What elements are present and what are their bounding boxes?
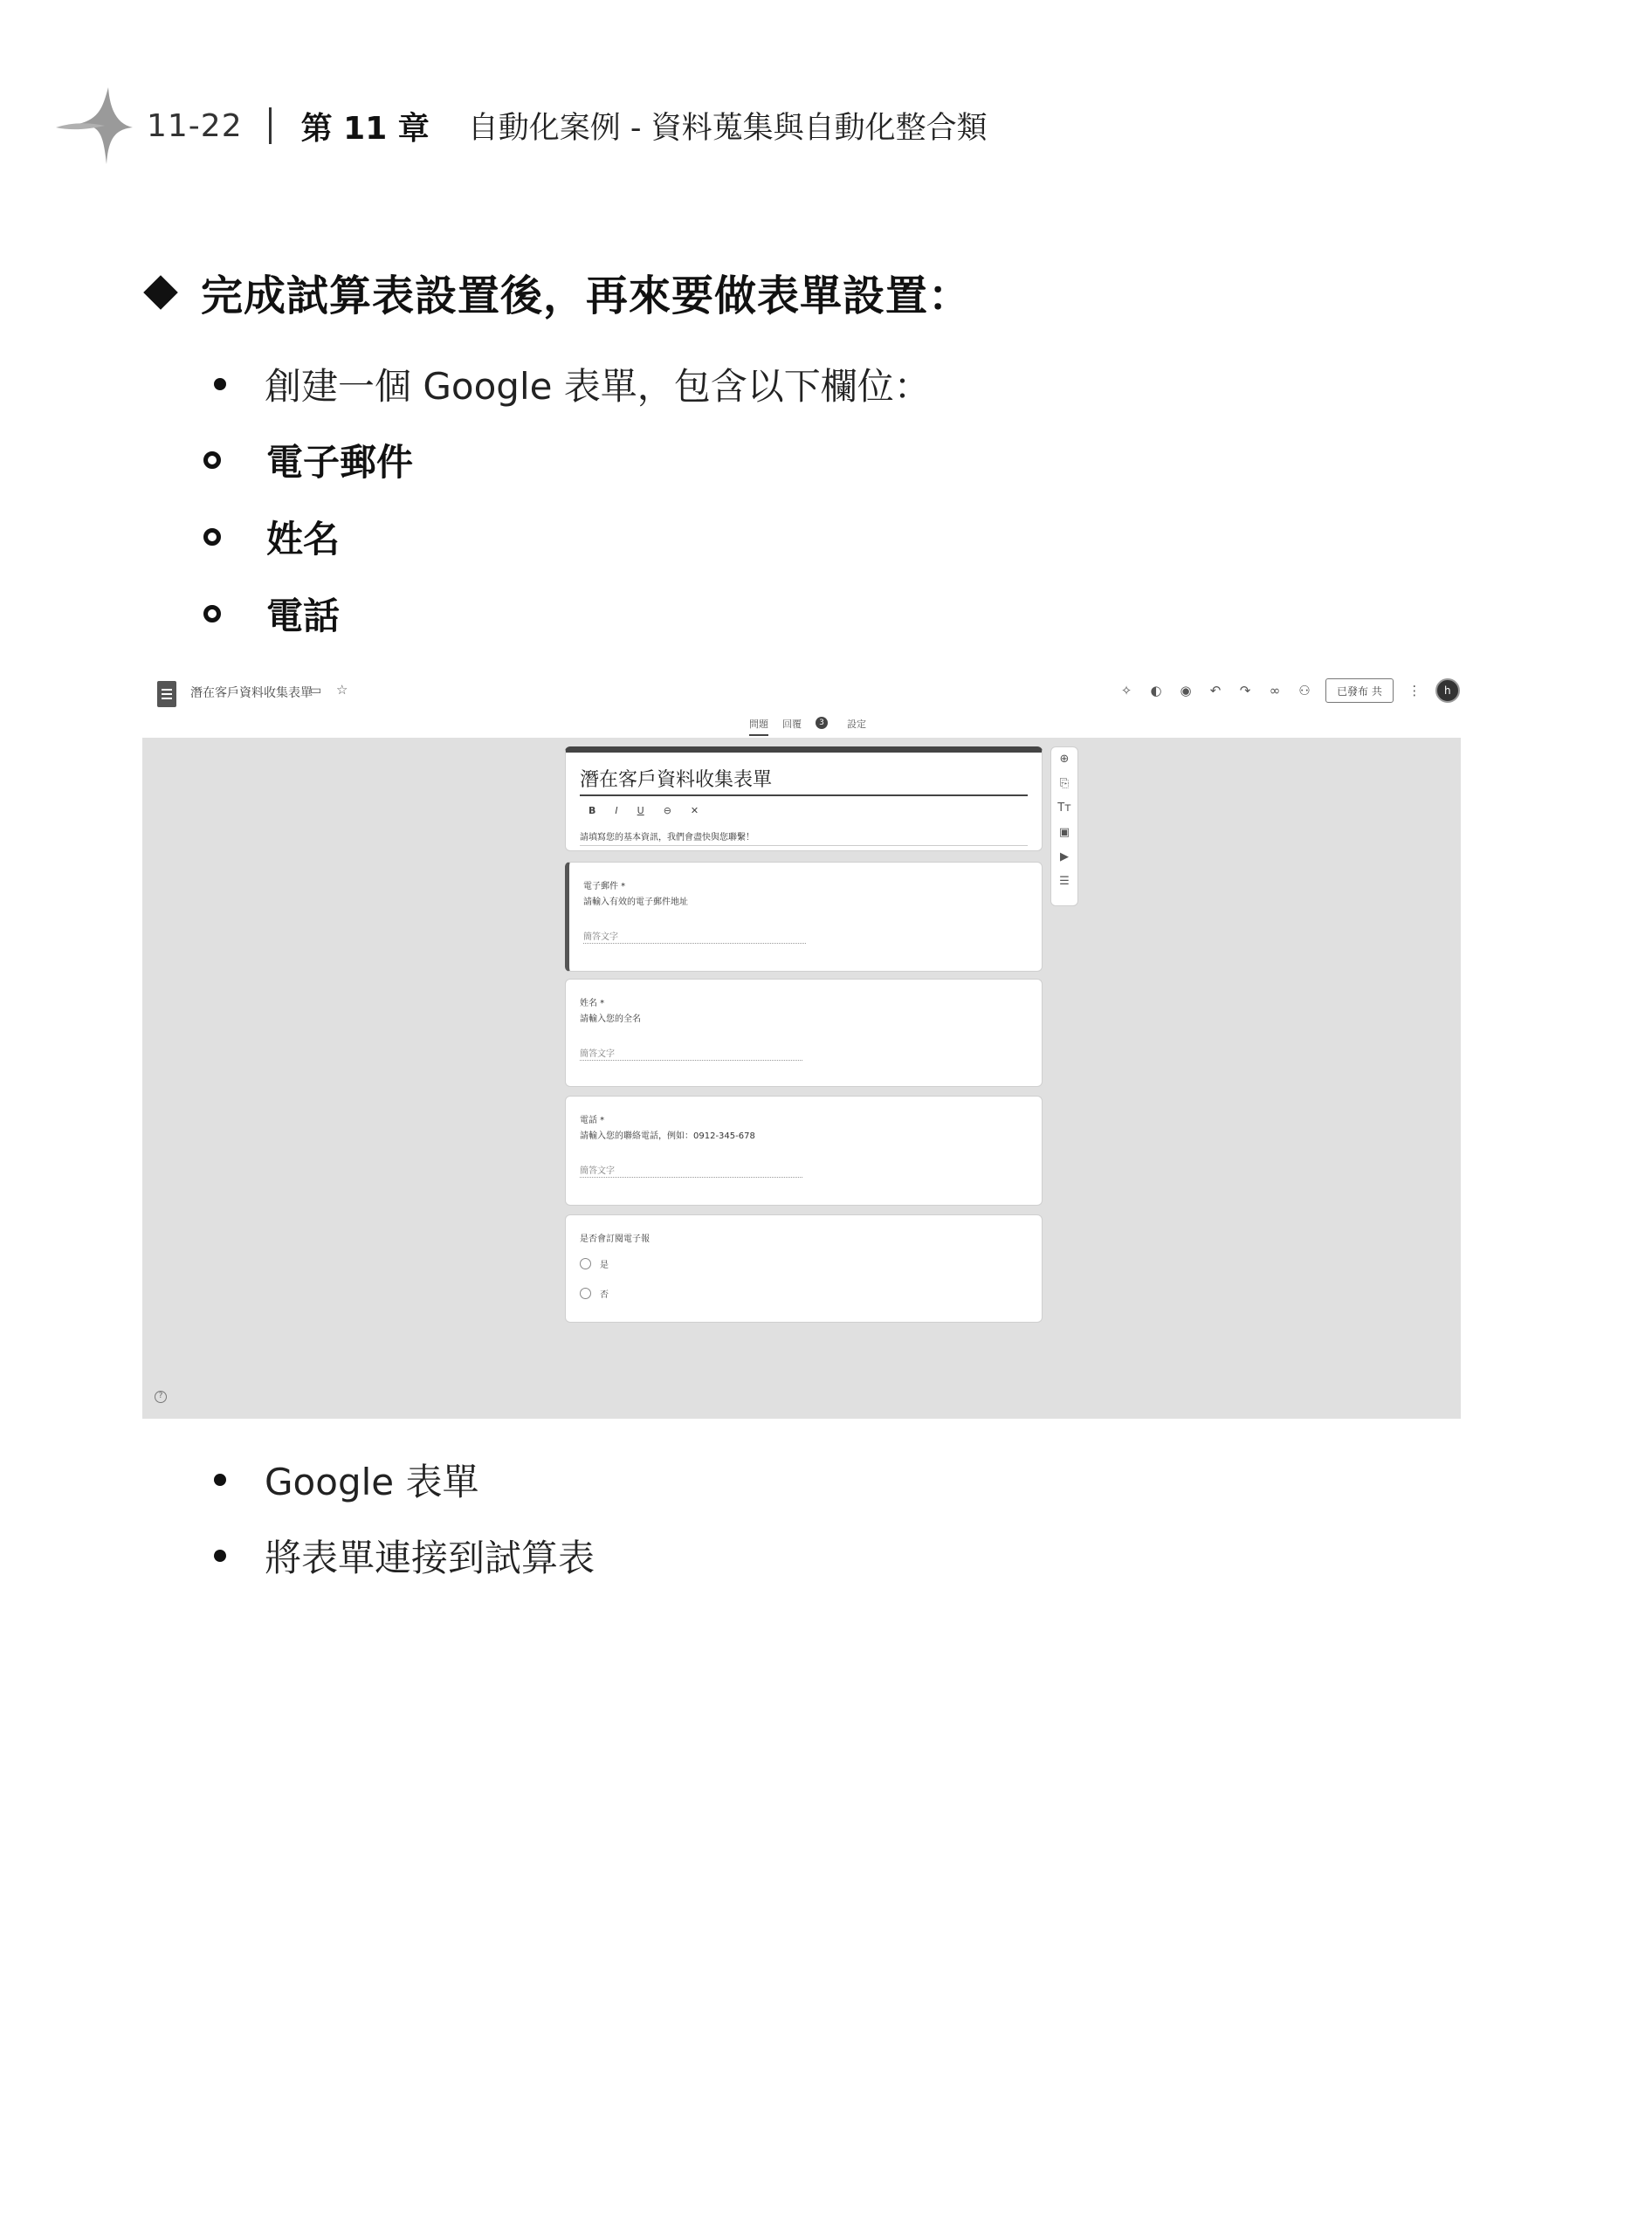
list-item [214,358,931,410]
answer-underline [580,1177,802,1178]
list-item [214,1530,595,1582]
option-label: 是 [600,1261,609,1270]
format-toolbar [589,805,699,816]
underline-icon[interactable]: U [637,805,644,816]
section-heading [148,262,971,322]
bullet-dot-icon [214,378,226,390]
field-name: 電話 [266,595,341,637]
folder-icon[interactable]: ▭ [310,684,322,698]
forms-doc-icon[interactable] [157,681,176,707]
question-card-newsletter[interactable] [565,1214,1043,1323]
add-video-icon[interactable]: ▶ [1060,850,1069,863]
field-name: 電子郵件 [266,441,414,484]
form-canvas [142,738,1461,1419]
title-underline [580,794,1028,796]
diamond-bullet-icon [143,275,178,310]
question-help: 請輸入您的聯絡電話，例如：0912-345-678 [580,1131,755,1141]
radio-circle-icon [580,1258,591,1269]
add-question-icon[interactable]: ⊕ [1059,753,1070,766]
sub-list-item [203,511,340,563]
redo-icon[interactable]: ↷ [1239,683,1251,698]
undo-icon[interactable]: ↶ [1209,683,1222,698]
import-questions-icon[interactable]: ⎘ [1059,777,1070,790]
add-collaborator-icon[interactable]: ⚇ [1298,683,1311,698]
question-label: 電子郵件 * [583,882,626,891]
bullet-text: 將表單連接到試算表 [265,1537,595,1579]
star-icon[interactable]: ☆ [336,682,348,698]
question-card-name[interactable] [565,979,1043,1087]
answer-underline [580,1060,802,1061]
toolbar-icons [1118,678,1460,703]
add-image-icon[interactable]: ▣ [1058,826,1070,839]
short-answer-placeholder: 簡答文字 [580,1049,615,1059]
question-label: 是否會訂閱電子報 [580,1234,650,1244]
field-name: 姓名 [266,518,341,560]
question-card-email[interactable] [565,862,1043,972]
chapter-number: 第 11 章 [300,110,430,147]
question-label: 姓名 * [580,999,605,1008]
radio-option-yes[interactable] [580,1257,609,1270]
page-header [54,84,988,168]
bullet-text: 創建一個 Google 表單，包含以下欄位： [265,365,931,408]
publisher-logo-icon [54,84,134,168]
forms-screenshot [142,668,1461,1419]
forms-doc-title[interactable]: 潛在客戶資料收集表單 [190,686,313,700]
palette-icon[interactable]: ◐ [1150,683,1162,698]
addon-icon[interactable]: ✧ [1120,683,1132,698]
ring-bullet-icon [203,451,221,469]
description-underline [580,845,1028,846]
question-help: 請輸入有效的電子郵件地址 [583,897,688,907]
question-label: 電話 * [580,1116,605,1125]
bold-icon[interactable]: B [589,805,596,816]
tab-questions[interactable]: 問題 [749,717,768,736]
publish-button[interactable]: 已發布 共 [1325,678,1394,703]
radio-option-no[interactable] [580,1287,609,1300]
italic-icon[interactable]: I [615,805,618,816]
tab-responses-label: 回覆 [782,719,802,730]
option-label: 否 [600,1290,609,1300]
answer-underline [583,943,806,944]
bullet-text: Google 表單 [265,1461,479,1503]
link-icon[interactable]: ∞ [1269,683,1281,698]
floating-toolbar [1050,746,1078,906]
preview-eye-icon[interactable]: ◉ [1180,683,1192,698]
forms-tabs [749,717,866,736]
help-icon[interactable]: ? [155,1391,167,1403]
sub-list-item [203,588,340,640]
header-divider [269,107,272,144]
list-item [214,1454,478,1506]
chapter-title: 自動化案例 - 資料蒐集與自動化整合類 [467,111,988,146]
form-description[interactable]: 請填寫您的基本資訊，我們會盡快與您聯繫！ [580,833,754,842]
heading-text: 完成試算表設置後，再來要做表單設置： [201,272,972,320]
insert-link-icon[interactable]: ⊖ [663,805,671,816]
question-card-phone[interactable] [565,1096,1043,1206]
forms-top-bar [142,668,1461,738]
avatar[interactable]: h [1435,678,1460,703]
tab-settings[interactable]: 設定 [847,719,866,730]
short-answer-placeholder: 簡答文字 [580,1166,615,1176]
ring-bullet-icon [203,528,221,546]
responses-count-badge: 3 [816,717,828,729]
question-help: 請輸入您的全名 [580,1014,641,1024]
clear-format-icon[interactable]: ✕ [690,805,699,816]
bullet-dot-icon [214,1474,226,1486]
short-answer-placeholder: 簡答文字 [583,932,618,942]
page-number: 11-22 [147,107,243,144]
radio-circle-icon [580,1288,591,1299]
add-section-icon[interactable]: ☰ [1059,875,1070,888]
form-title[interactable]: 潛在客戶資料收集表單 [580,769,773,791]
ring-bullet-icon [203,605,221,622]
add-title-icon[interactable]: Tт [1057,801,1071,815]
bullet-dot-icon [214,1550,226,1562]
form-title-card[interactable] [565,746,1043,851]
more-options-icon[interactable]: ⋮ [1408,683,1421,698]
tab-responses[interactable] [782,717,802,736]
sub-list-item [203,434,413,486]
